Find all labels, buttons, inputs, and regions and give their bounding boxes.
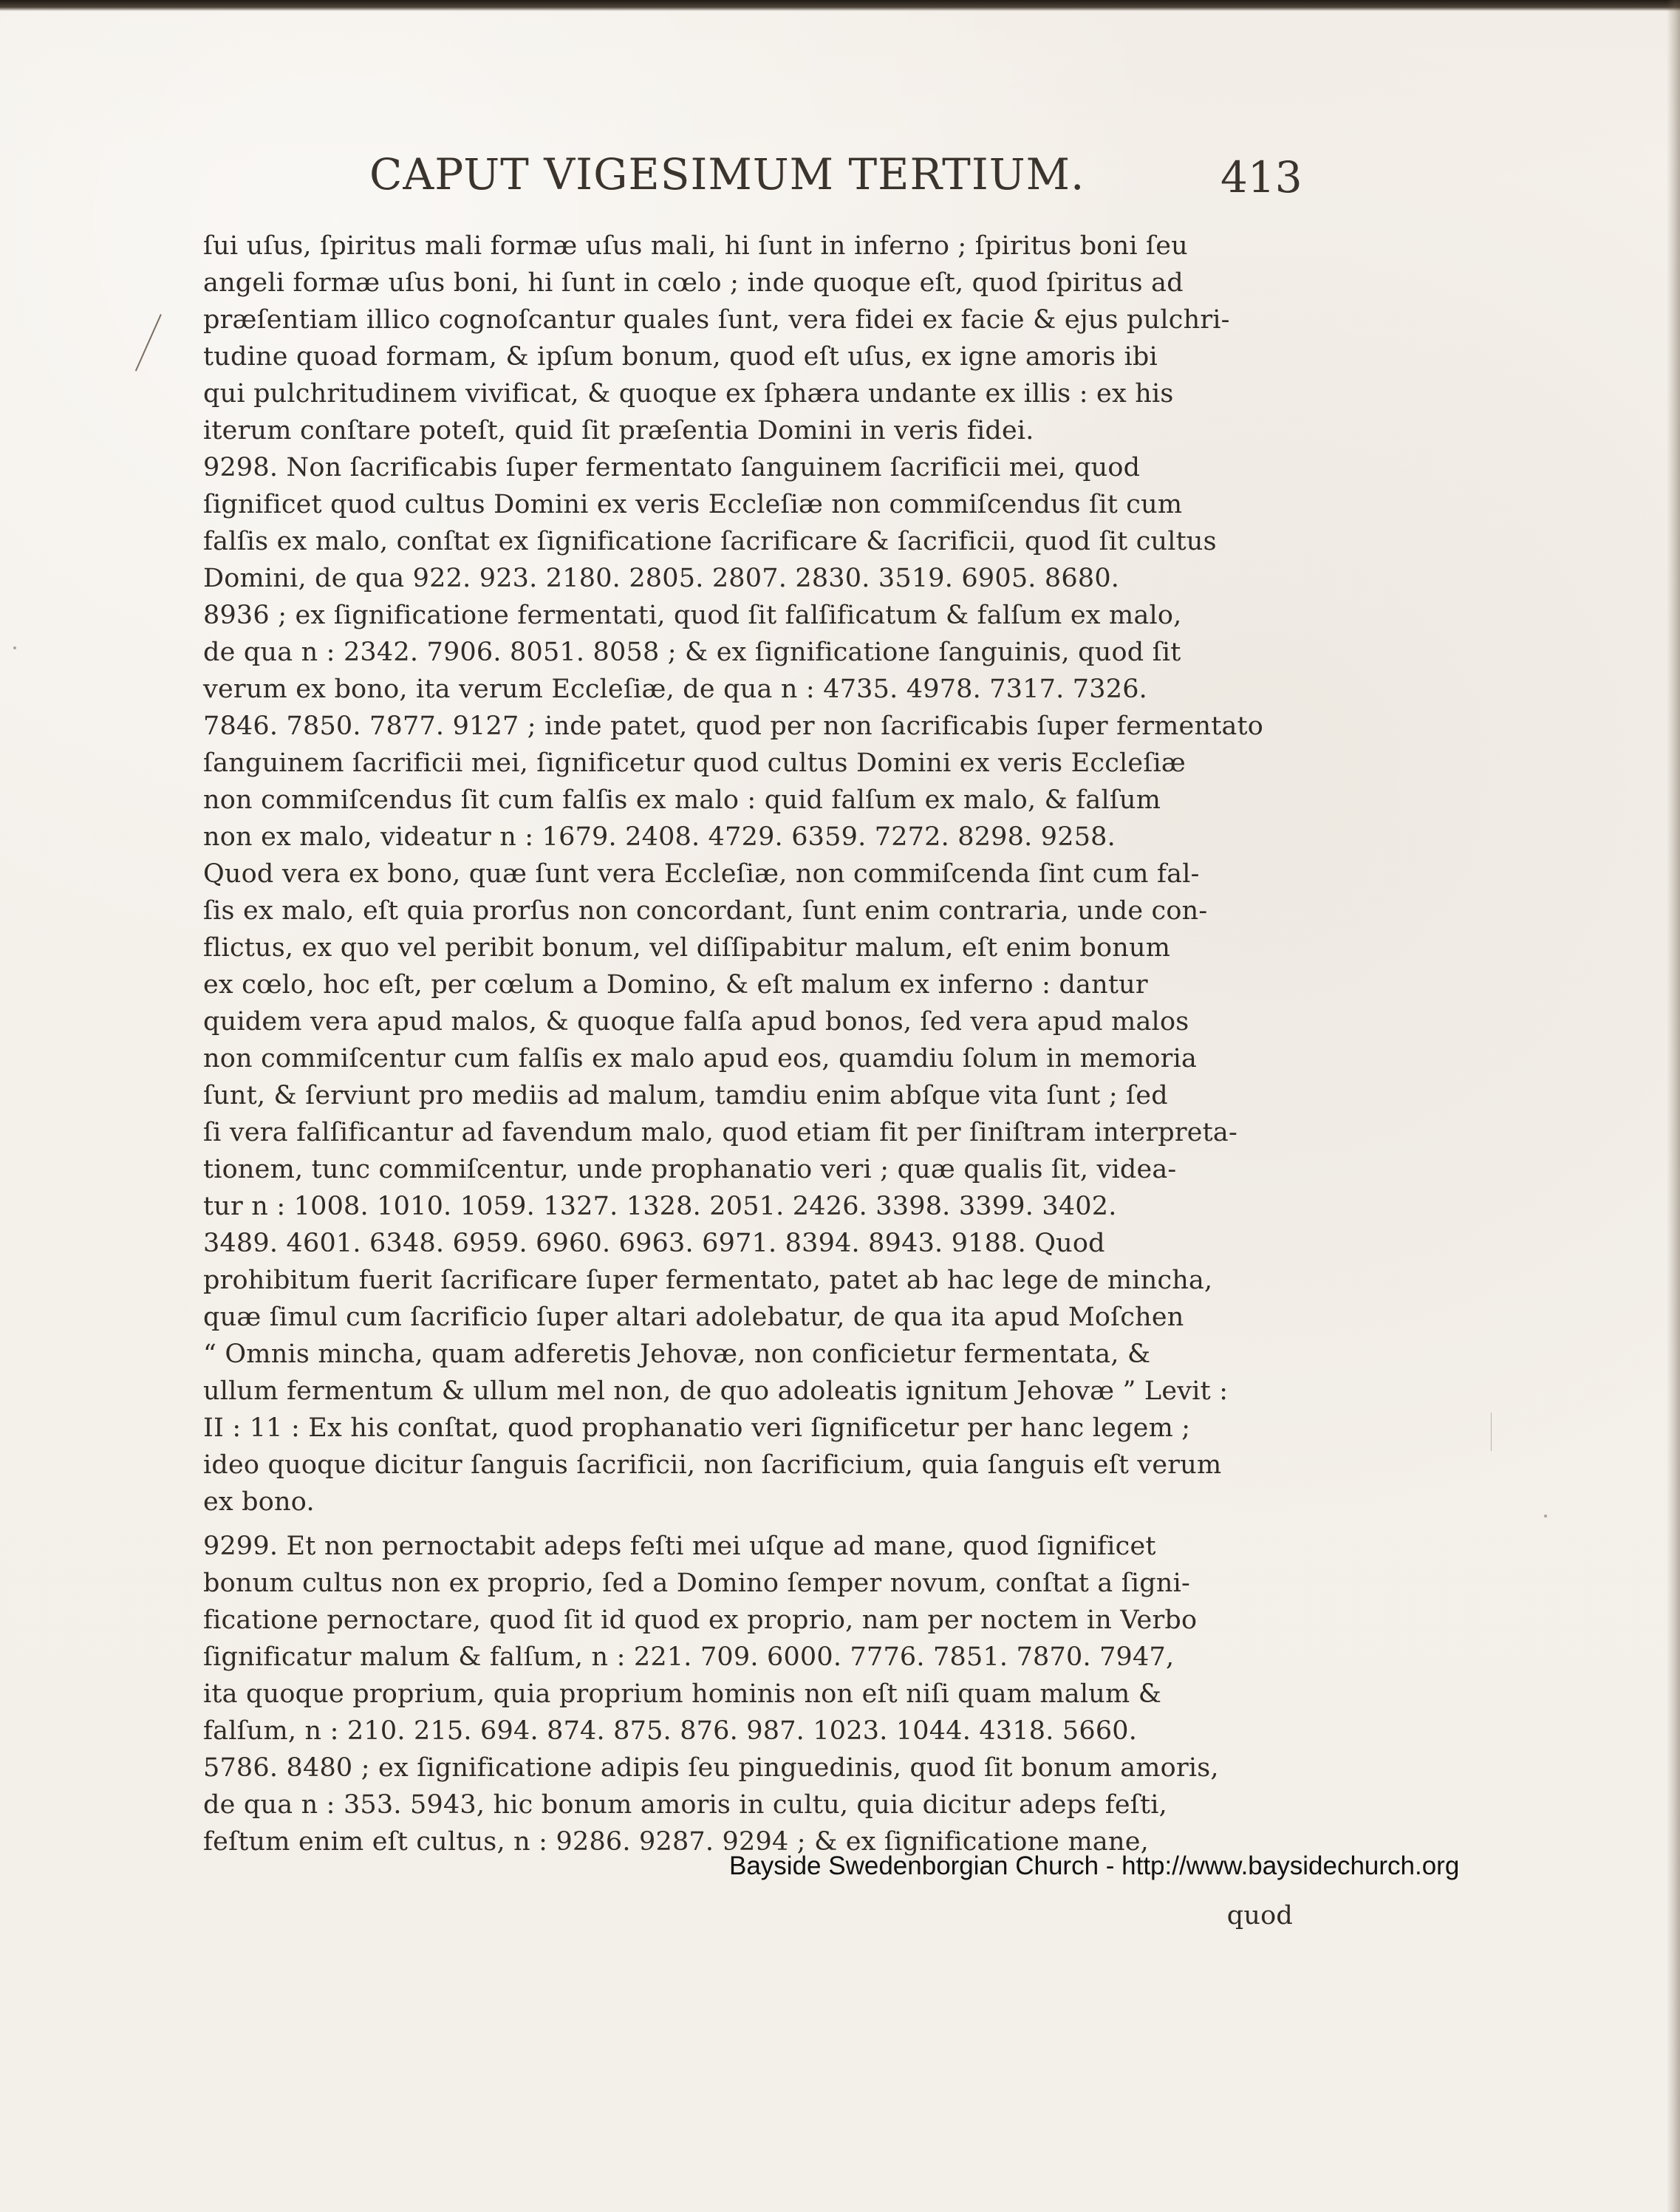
margin-mark (1491, 1413, 1492, 1451)
text-line: de qua n : 2342. 7906. 8051. 8058 ; & ex ſignificatione ſanguinis, quod ſit (203, 638, 1181, 667)
text-line: verum ex bono, ita verum Eccleſiæ, de qua n : 4735. 4978. 7317. 7326. (203, 675, 1148, 704)
text-line: “ Omnis mincha, quam adferetis Jehovæ, non conficietur fermentata, & (203, 1339, 1151, 1369)
text-line: flictus, ex quo vel peribit bonum, vel diſſipabitur malum, eſt enim bonum (203, 933, 1171, 963)
text-line: angeli formæ uſus boni, hi ſunt in cœlo ; inde quoque eſt, quod ſpiritus ad (203, 268, 1184, 298)
paper-speck (1544, 1515, 1547, 1518)
text-line: ficatione pernoctare, quod ſit id quod ex proprio, nam per noctem in Verbo (203, 1605, 1198, 1635)
text-line: ideo quoque dicitur ſanguis ſacrificii, non ſacrificium, quia ſanguis eſt verum (203, 1450, 1222, 1480)
text-line: 3489. 4601. 6348. 6959. 6960. 6963. 6971. 8394. 8943. 9188. Quod (203, 1229, 1105, 1258)
text-line: prohibitum fuerit ſacrificare ſuper fermentato, patet ab hac lege de mincha, (203, 1266, 1213, 1295)
text-line: ſis ex malo, eſt quia prorſus non concordant, ſunt enim contraria, unde con- (203, 896, 1208, 926)
text-line: ſui uſus, ſpiritus mali formæ uſus mali, hi ſunt in inferno ; ſpiritus boni ſeu (203, 231, 1188, 261)
text-line: 5786. 8480 ; ex ſignificatione adipis ſeu pinguedinis, quod ſit bonum amoris, (203, 1753, 1219, 1783)
text-line: tionem, tunc commiſcentur, unde prophanatio veri ; quæ qualis ſit, videa- (203, 1155, 1177, 1184)
right-page-shadow (1667, 0, 1680, 2212)
text-line: II : 11 : Ex his conſtat, quod prophanatio veri ſignificetur per hanc legem ; (203, 1413, 1191, 1443)
text-line: ſignificatur malum & falſum, n : 221. 709. 6000. 7776. 7851. 7870. 7947, (203, 1642, 1175, 1672)
text-line: bonum cultus non ex proprio, ſed a Domino ſemper novum, conſtat a ſigni- (203, 1568, 1191, 1598)
text-line: non ex malo, videatur n : 1679. 2408. 4729. 6359. 7272. 8298. 9258. (203, 822, 1116, 852)
text-line: 9298. Non ſacrificabis ſuper fermentato ſanguinem ſacrificii mei, quod (203, 453, 1141, 482)
text-line: ex cœlo, hoc eſt, per cœlum a Domino, & eſt malum ex inferno : dantur (203, 970, 1148, 1000)
text-line: ſi vera falſificantur ad favendum malo, quod etiam fit per ſiniſtram interpreta- (203, 1118, 1238, 1147)
text-line: præſentiam illico cognoſcantur quales ſunt, vera fidei ex facie & ejus pulchri- (203, 305, 1230, 335)
text-line: ſunt, & ſerviunt pro mediis ad malum, tamdiu enim abſque vita ſunt ; ſed (203, 1081, 1168, 1110)
top-page-edge (0, 0, 1680, 11)
text-line: ſanguinem ſacrificii mei, ſignificetur quod cultus Domini ex veris Eccleſiæ (203, 748, 1186, 778)
main-text-block (203, 228, 1293, 1934)
text-line: tudine quoad formam, & ipſum bonum, quod eſt uſus, ex igne amoris ibi (203, 342, 1158, 372)
text-line: 8936 ; ex ſignificatione fermentati, quod ſit falſificatum & falſum ex malo, (203, 601, 1182, 630)
text-line: ita quoque proprium, quia proprium hominis non eſt niſi quam malum & (203, 1679, 1162, 1709)
text-line: Quod vera ex bono, quæ ſunt vera Eccleſiæ, non commiſcenda ſint cum fal- (203, 859, 1200, 889)
page-title: CAPUT VIGESIMUM TERTIUM. (369, 149, 1085, 199)
text-line: qui pulchritudinem vivificat, & quoque ex ſphæra undante ex illis : ex his (203, 379, 1174, 409)
paper-speck (13, 646, 16, 649)
text-line: Domini, de qua 922. 923. 2180. 2805. 2807. 2830. 3519. 6905. 8680. (203, 564, 1120, 593)
text-line: falſum, n : 210. 215. 694. 874. 875. 876. 987. 1023. 1044. 4318. 5660. (203, 1716, 1138, 1746)
text-line: feſtum enim eſt cultus, n : 9286. 9287. 9294 ; & ex ſignificatione mane, (203, 1827, 1149, 1857)
text-line: iterum conſtare poteſt, quid ſit præſentia Domini in veris fidei. (203, 416, 1034, 446)
catchword: quod (1226, 1901, 1293, 1931)
text-line: falſis ex malo, conſtat ex ſignificatione ſacrificare & ſacrificii, quod ſit cultus (203, 527, 1217, 556)
text-line: de qua n : 353. 5943, hic bonum amoris in cultu, quia dicitur adeps feſti, (203, 1790, 1167, 1820)
text-line: ex bono. (203, 1487, 315, 1517)
text-line: non commiſcendus ſit cum falſis ex malo : quid falſum ex malo, & falſum (203, 785, 1161, 815)
text-line: tur n : 1008. 1010. 1059. 1327. 1328. 2051. 2426. 3398. 3399. 3402. (203, 1192, 1117, 1221)
text-line: quæ ſimul cum ſacrificio ſuper altari adolebatur, de qua ita apud Moſchen (203, 1303, 1184, 1332)
text-line: ſignificet quod cultus Domini ex veris Eccleſiæ non commiſcendus ſit cum (203, 490, 1183, 519)
text-line: non commiſcentur cum falſis ex malo apud eos, quamdiu ſolum in memoria (203, 1044, 1198, 1073)
margin-mark (135, 314, 162, 372)
text-line: 9299. Et non pernoctabit adeps feſti mei uſque ad mane, quod ſignificet (203, 1532, 1156, 1561)
catchword-line (203, 1897, 1293, 1934)
page-number: 413 (1220, 152, 1302, 202)
text-line: ullum fermentum & ullum mel non, de quo adoleatis ignitum Jehovæ ” Levit : (203, 1376, 1229, 1406)
footer-attribution: Bayside Swedenborgian Church - http://www.baysidechurch.org (729, 1851, 1460, 1880)
text-line: 7846. 7850. 7877. 9127 ; inde patet, quod per non ſacrificabis ſuper fermentato (203, 711, 1264, 741)
text-line: quidem vera apud malos, & quoque falſa apud bonos, ſed vera apud malos (203, 1007, 1189, 1037)
